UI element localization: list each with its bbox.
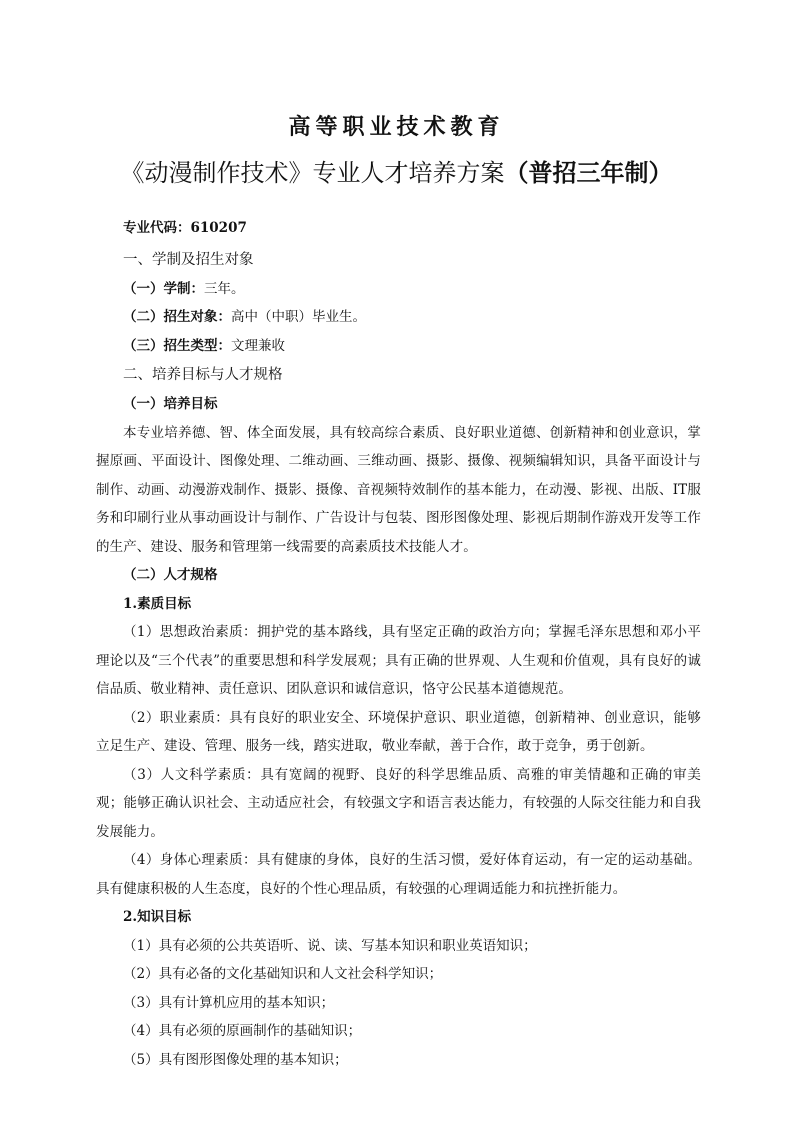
knowledge-item: （4）具有必须的原画制作的基础知识； (123, 1023, 362, 1039)
knowledge-item: （1）具有必须的公共英语听、说、读、写基本知识和职业英语知识； (123, 937, 537, 954)
institution-title: 高等职业技术教育 (288, 114, 505, 140)
goal-paragraph: 本专业培养德、智、体全面发展，具有较高综合素质、良好职业道德、创新精神和创业意识，掌握原画、平面设计、图像处理、二维动画、三维动画、摄影、摄像、视频编辑知识，具备平面设计与制作、动画、动漫游戏制作、摄影、摄像、音视频特效制作的基本能力，在动漫、影视、出版、IT服务和印刷行业从事动画设计与制作、广告设计与包装、图形图像处理、影视后期制作游戏开发等工作的生产、建设、服务和管理第一线需要的高素质技术技能人才。 (96, 424, 701, 555)
knowledge-heading: 2.知识目标 (123, 909, 192, 925)
item-label: （二）招生对象： (123, 309, 231, 325)
schooling-length (96, 275, 701, 304)
quality-item-political: （1）思想政治素质：拥护党的基本路线，具有坚定正确的政治方向；掌握毛泽东思想和邓小平理论以及“三个代表”的重要思想和科学发展观；具有正确的世界观、人生观和价值观，具有良好的诚信品质、敬业精神、责任意识、团队意识和诚信意识，恪守公民基本道德规范。 (96, 624, 701, 697)
program-title-suffix: （普招三年制） (504, 158, 673, 187)
item-label: （三）招生类型： (123, 337, 231, 354)
item-text: 三年。 (204, 280, 245, 297)
major-code-label: 专业代码： (123, 220, 191, 236)
goal-heading: （一）培养目标 (123, 396, 218, 412)
section-heading-2: 二、培养目标与人才规格 (123, 367, 283, 383)
enrollment-type (96, 332, 701, 361)
document-body (96, 214, 701, 1074)
spec-heading: （二）人才规格 (123, 567, 218, 583)
section-heading-1: 一、学制及招生对象 (123, 251, 254, 268)
quality-heading: 1.素质目标 (123, 595, 192, 612)
quality-item-physical: （4）身体心理素质：具有健康的身体，良好的生活习惯，爱好体育运动，有一定的运动基础。具有健康积极的人生态度，良好的个性心理品质，有较强的心理调适能力和抗挫折能力。 (96, 852, 701, 897)
item-label: （一）学制： (123, 280, 204, 297)
program-title-main: 《动漫制作技术》专业人才培养方案 (120, 159, 505, 187)
major-code-value: 610207 (190, 220, 247, 236)
item-text: 高中（中职）毕业生。 (231, 309, 366, 325)
program-title (0, 156, 793, 190)
knowledge-item: （5）具有图形图像处理的基本知识； (123, 1051, 348, 1068)
enrollment-target (96, 303, 701, 332)
quality-item-humanities: （3）人文科学素质：具有宽阔的视野、良好的科学思维品质、高雅的审美情趣和正确的审美观；能够正确认识社会、主动适应社会，有较强文字和语言表达能力，有较强的人际交往能力和自我发展能力。 (96, 766, 701, 840)
quality-item-professional: （2）职业素质：具有良好的职业安全、环境保护意识、职业道德，创新精神、创业意识，能够立足生产、建设、管理、服务一线，踏实进取，敬业奉献，善于合作，敢于竞争，勇于创新。 (96, 709, 701, 754)
knowledge-item: （2）具有必备的文化基础知识和人文社会科学知识； (123, 966, 443, 982)
knowledge-item: （3）具有计算机应用的基本知识； (123, 994, 335, 1011)
major-code (96, 214, 701, 243)
item-text: 文理兼收 (231, 337, 285, 354)
